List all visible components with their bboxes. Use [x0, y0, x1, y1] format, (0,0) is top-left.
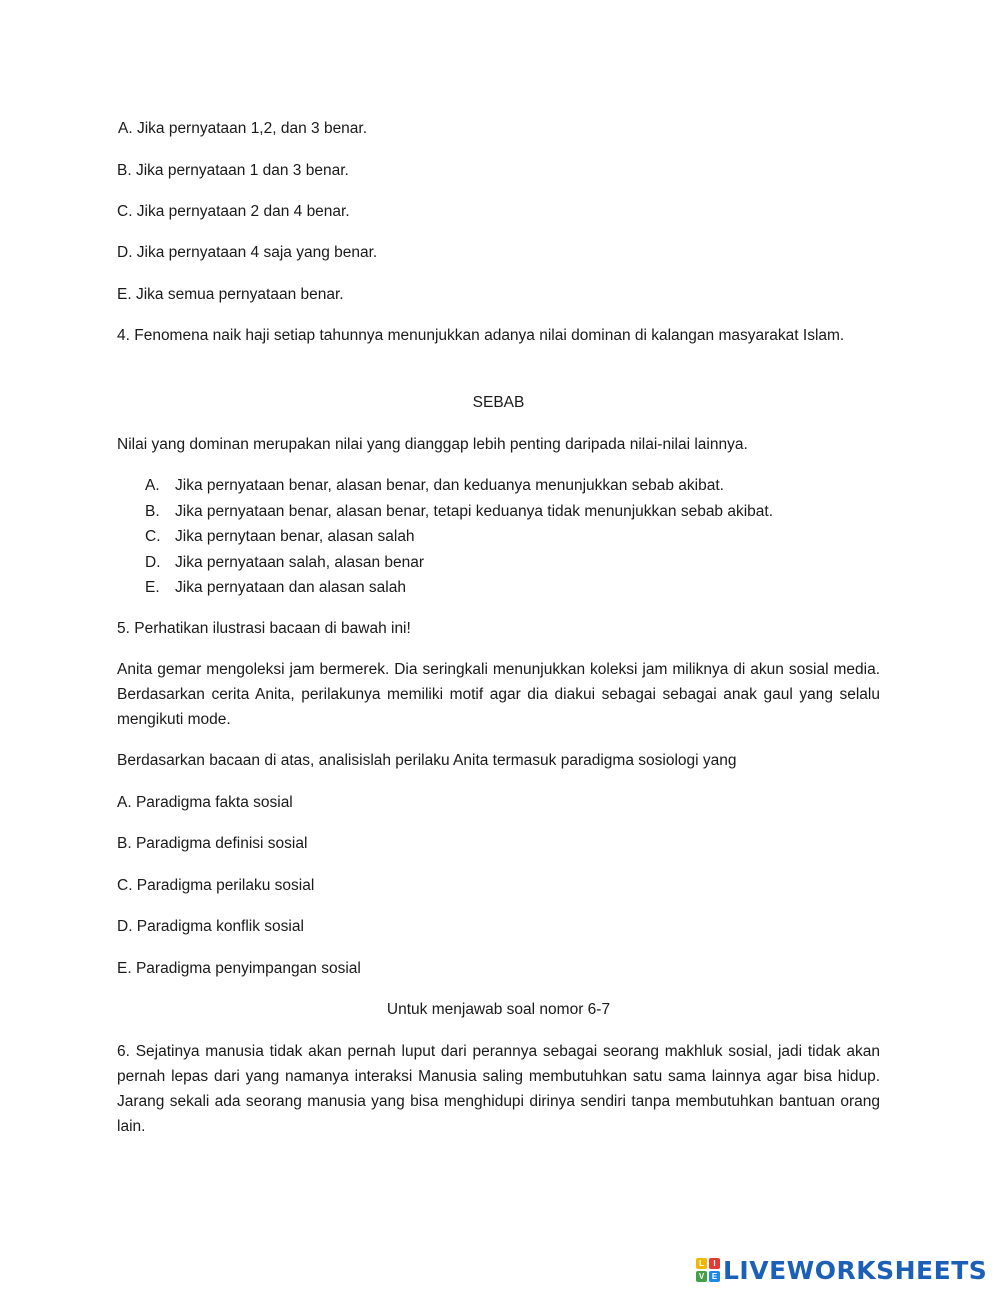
q3-option-a: A. Jika pernyataan 1,2, dan 3 benar. [118, 120, 368, 137]
q5-option-c: C. Paradigma perilaku sosial [117, 877, 315, 894]
logo-block-i: I [709, 1258, 720, 1269]
q4-reason: Nilai yang dominan merupakan nilai yang dianggap lebih penting daripada nilai-nilai lainnya. [117, 436, 748, 453]
q4-option-a: A. Jika pernyataan benar, alasan benar, dan keduanya menunjukkan sebab akibat. [145, 477, 724, 494]
q4-statement: 4. Fenomena naik haji setiap tahunnya menunjukkan adanya nilai dominan di kalangan masyarakat Islam. [117, 327, 845, 344]
q3-option-c: C. Jika pernyataan 2 dan 4 benar. [117, 203, 350, 220]
q4-option-c: C. Jika pernytaan benar, alasan salah [145, 528, 415, 545]
q3-option-b: B. Jika pernyataan 1 dan 3 benar. [117, 162, 349, 179]
q5-option-a: A. Paradigma fakta sosial [117, 794, 293, 811]
q4-options-list [145, 473, 880, 601]
logo-block-l: L [696, 1258, 707, 1269]
liveworksheets-logo [696, 1254, 987, 1286]
section-note: Untuk menjawab soal nomor 6-7 [386, 1001, 611, 1018]
q4-option-e: E. Jika pernyataan dan alasan salah [145, 579, 406, 596]
q6-text: 6. Sejatinya manusia tidak akan pernah luput dari perannya sebagai seorang makhluk sosial, jadi tidak akan pernah lepas dari yang namanya interaksi Manusia saling membutuhkan satu sama lainnya agar bisa hidup. Jarang sekali ada seorang manusia yang bisa menghidupi dirinya sendiri tanpa membutuhkan bantuan orang lain. [117, 1043, 880, 1135]
q4-option-b: B. Jika pernyataan benar, alasan benar, tetapi keduanya tidak menunjukkan sebab akibat. [145, 502, 774, 520]
q4-connector: SEBAB [472, 394, 525, 411]
q5-passage: Anita gemar mengoleksi jam bermerek. Dia seringkali menunjukkan koleksi jam miliknya di akun sosial media. Berdasarkan cerita Anita, perilakunya memiliki motif agar dia diakui sebagai sebagai anak gaul yang selalu mengikuti mode. [117, 661, 880, 728]
logo-blocks-icon [696, 1258, 720, 1282]
q5-option-b: B. Paradigma definisi sosial [117, 835, 308, 852]
q4-option-d: D. Jika pernyataan salah, alasan benar [145, 553, 425, 571]
logo-block-v: V [696, 1271, 707, 1282]
q5-option-d: D. Paradigma konflik sosial [117, 918, 304, 935]
q5-question: Berdasarkan bacaan di atas, analisislah perilaku Anita termasuk paradigma sosiologi yang [117, 752, 737, 769]
q3-option-e: E. Jika semua pernyataan benar. [117, 286, 344, 303]
q3-option-d: D. Jika pernyataan 4 saja yang benar. [117, 244, 378, 261]
q5-option-e: E. Paradigma penyimpangan sosial [117, 960, 361, 977]
q5-prompt: 5. Perhatikan ilustrasi bacaan di bawah ini! [117, 620, 411, 637]
logo-text: LIVEWORKSHEETS [723, 1255, 988, 1285]
logo-block-e: E [709, 1271, 720, 1282]
